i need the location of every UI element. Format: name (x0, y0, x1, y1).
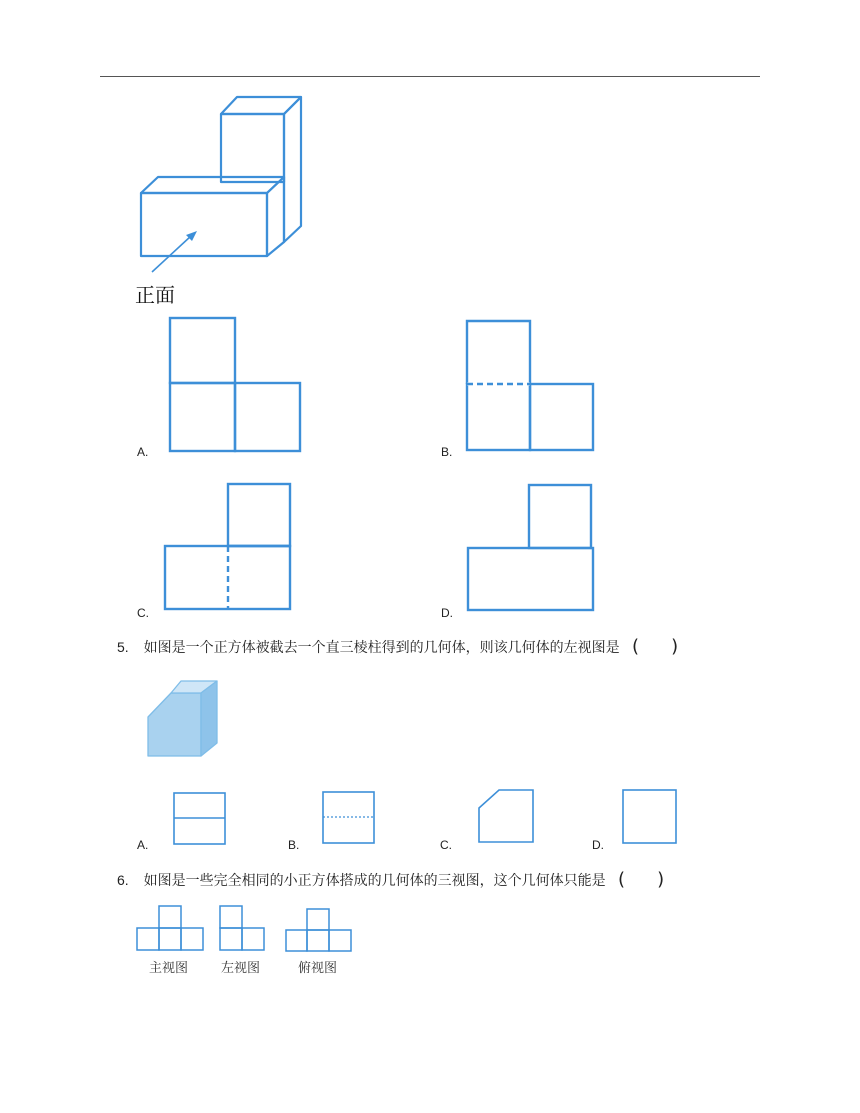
q5-option-b-label[interactable]: B. (288, 838, 300, 852)
q5-option-d-label[interactable]: D. (592, 838, 604, 852)
front-direction-label: 正面 (135, 283, 175, 307)
q4-option-c-label[interactable]: C. (137, 606, 149, 620)
q6-left-view-caption: 左视图 (221, 961, 261, 976)
q5-option-c-label[interactable]: C. (440, 838, 452, 852)
q6-text: 如图是一些完全相同的小正方体搭成的几何体的三视图，这个几何体只能是 (143, 873, 606, 889)
q4-option-d-label[interactable]: D. (441, 606, 453, 620)
q6-paren-open: ( (618, 869, 626, 890)
q4-option-b-label[interactable]: B. (441, 445, 453, 459)
q4-option-a-label[interactable]: A. (137, 445, 149, 459)
q5-text: 如图是一个正方体被截去一个直三棱柱得到的几何体，则该几何体的左视图是 (143, 640, 620, 656)
q5-option-a-label[interactable]: A. (137, 838, 149, 852)
q6-main-view-caption: 主视图 (149, 961, 189, 976)
q5-number: 5. (117, 639, 129, 655)
q6-top-view-caption: 俯视图 (298, 961, 338, 976)
q6-number: 6. (117, 872, 129, 888)
q5-paren-close: ) (671, 636, 679, 657)
q5-paren-open: ( (632, 636, 640, 657)
q6-paren-close: ) (657, 869, 665, 890)
